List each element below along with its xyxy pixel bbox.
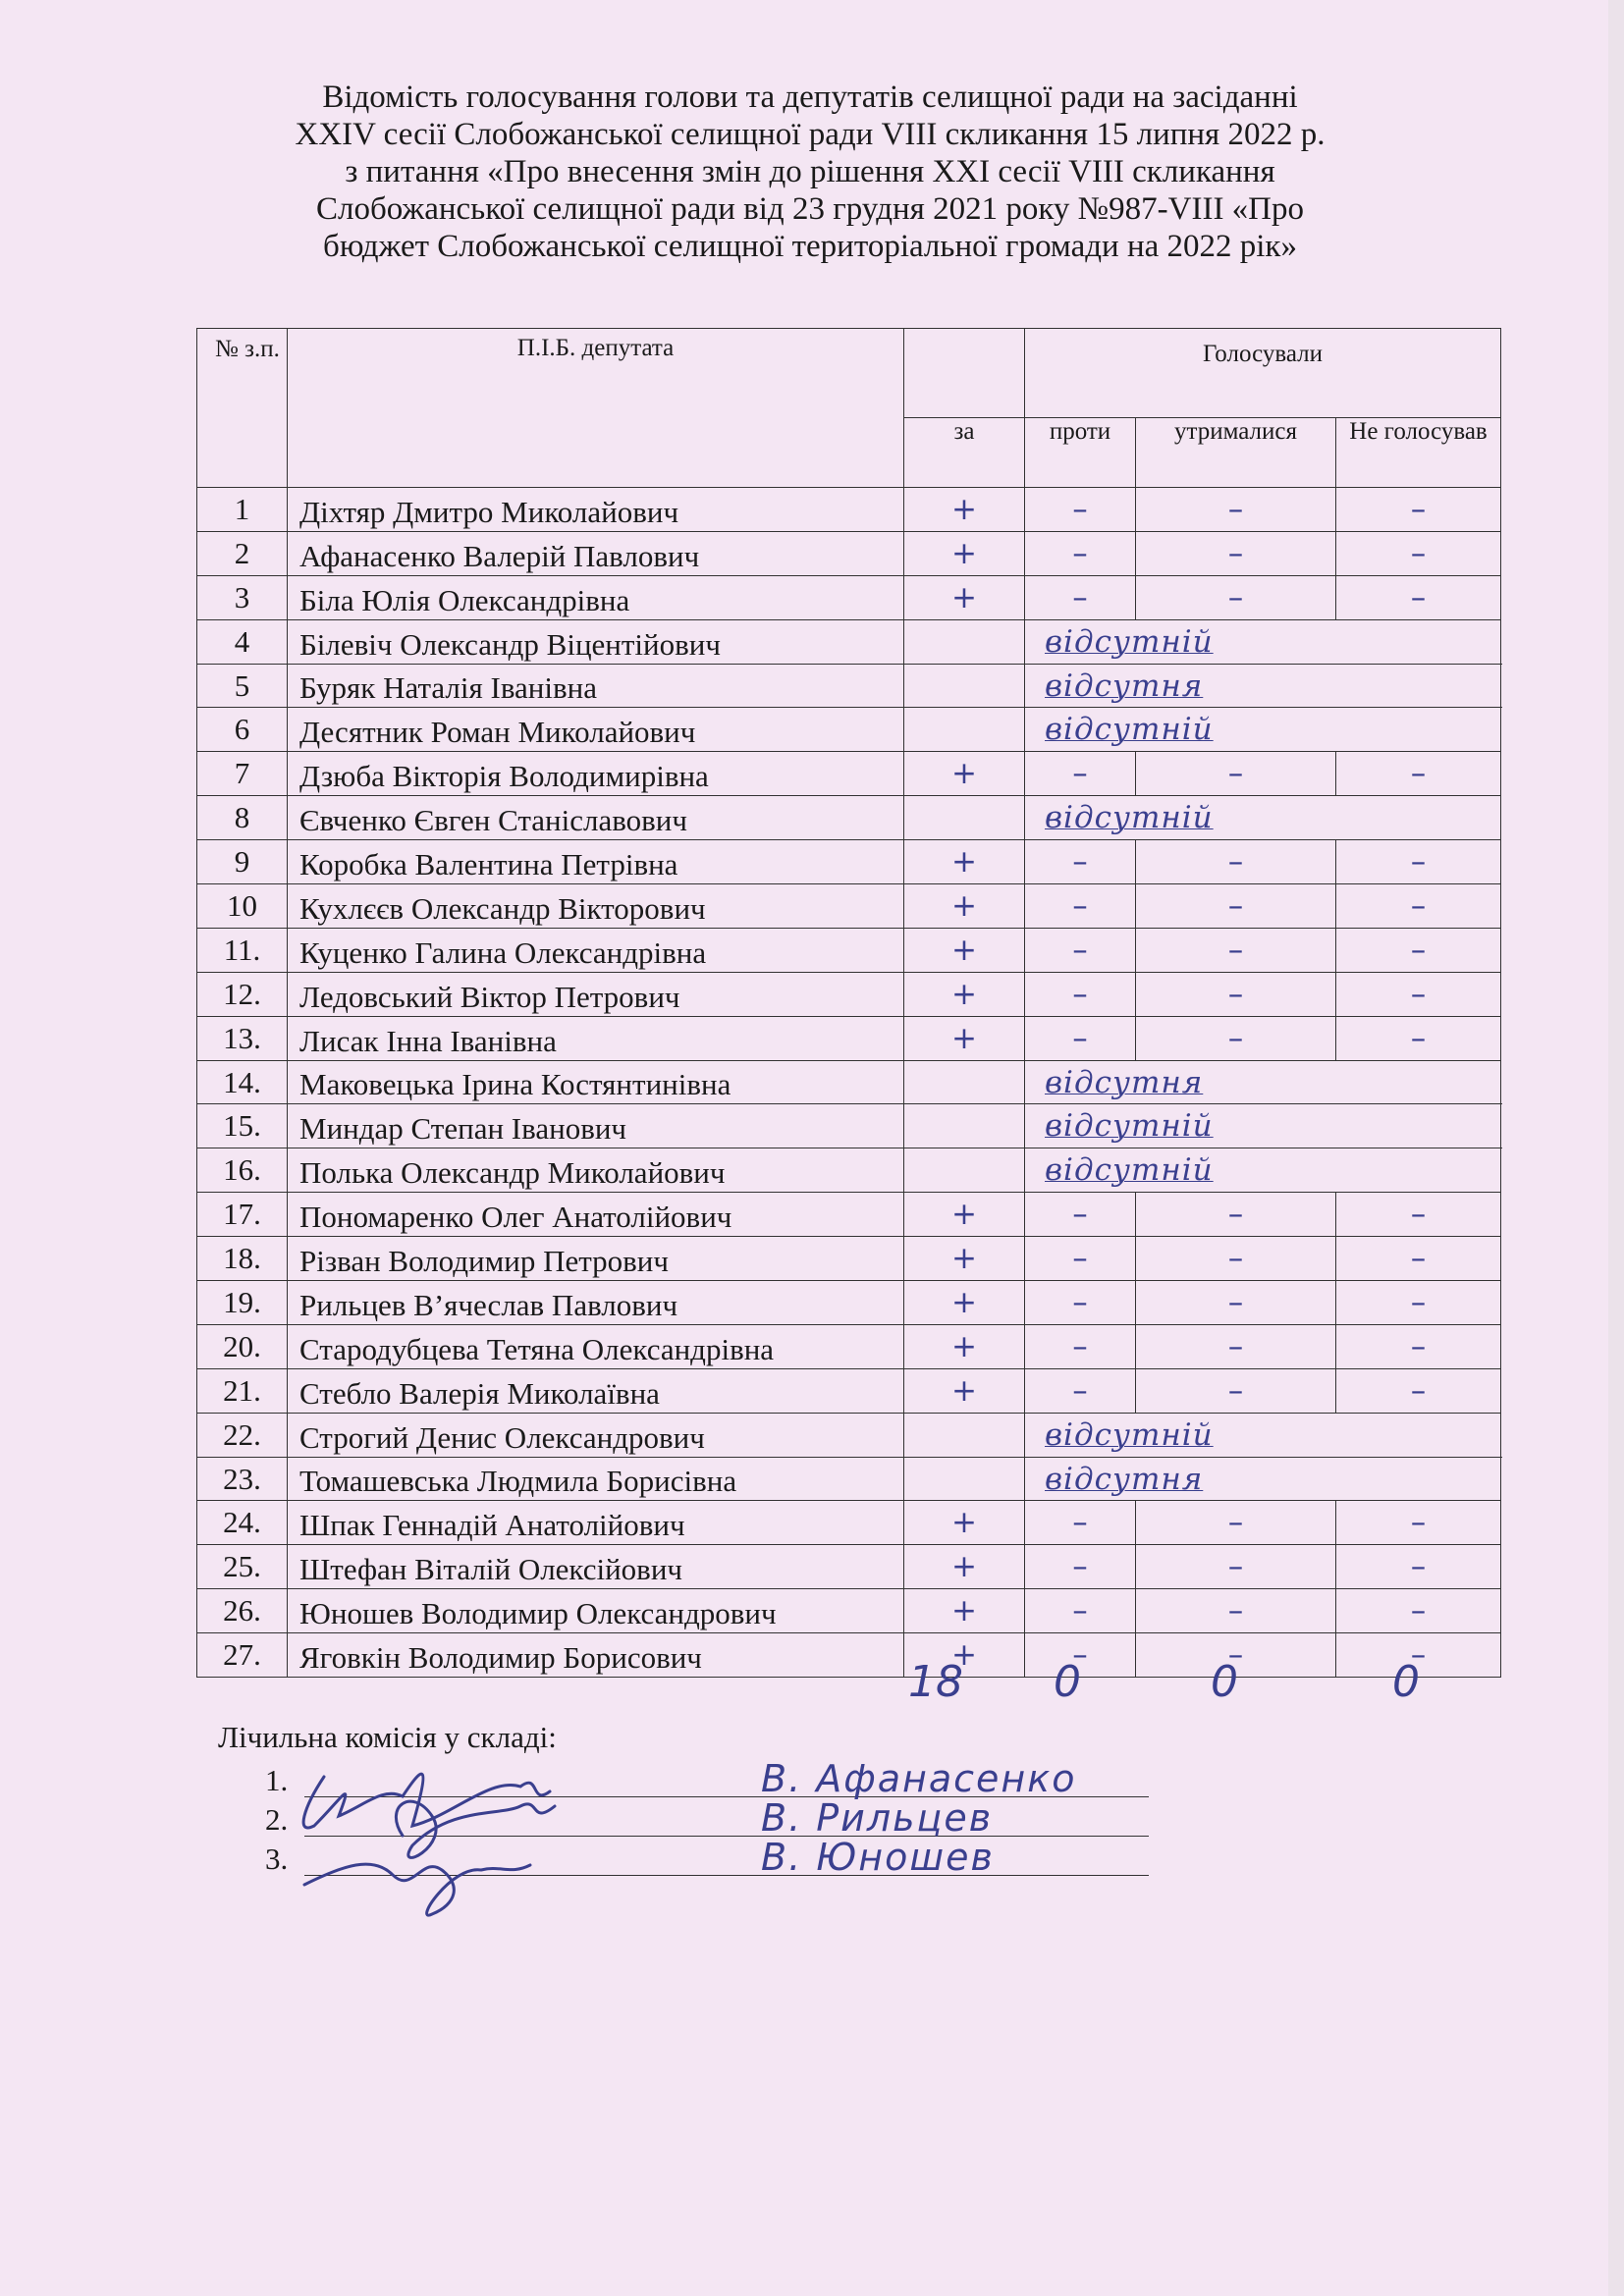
vote-abstained: – <box>1136 1016 1336 1060</box>
header-abstained: утрималися <box>1136 418 1336 488</box>
table-row <box>197 1324 1501 1368</box>
table-row <box>197 488 1501 532</box>
vote-against: – <box>1025 1324 1136 1368</box>
table-row <box>197 972 1501 1016</box>
header-not-voted: Не голосував <box>1336 418 1501 488</box>
vote-not-voted: – <box>1336 1501 1501 1545</box>
deputy-name: Лисак Інна Іванівна <box>288 1016 904 1060</box>
table-row <box>197 1281 1501 1325</box>
vote-abstained: – <box>1136 840 1336 884</box>
table-row <box>197 619 1501 664</box>
vote-against: – <box>1025 1633 1136 1678</box>
document-title <box>221 79 1399 265</box>
table-row <box>197 796 1501 840</box>
vote-abstained: – <box>1136 884 1336 929</box>
absent-note: відсутній <box>1025 708 1501 752</box>
vote-not-voted: – <box>1336 1589 1501 1633</box>
table-row <box>197 1633 1501 1678</box>
row-number: 8 <box>197 796 288 840</box>
table-row <box>197 664 1501 708</box>
vote-not-voted: – <box>1336 531 1501 575</box>
vote-abstained: – <box>1136 1281 1336 1325</box>
vote-against: – <box>1025 1589 1136 1633</box>
vote-against: – <box>1025 928 1136 972</box>
vote-for <box>904 1457 1025 1501</box>
vote-not-voted: – <box>1336 840 1501 884</box>
row-number: 6 <box>197 708 288 752</box>
row-number: 4 <box>197 619 288 664</box>
vote-abstained: – <box>1136 488 1336 532</box>
deputy-name: Євченко Євген Станіславович <box>288 796 904 840</box>
total-for: 18 <box>908 1657 963 1707</box>
vote-against: – <box>1025 972 1136 1016</box>
deputy-name: Дзюба Вікторія Володимирівна <box>288 752 904 796</box>
absent-note: відсутній <box>1025 1104 1501 1148</box>
deputy-name: Юношев Володимир Олександрович <box>288 1589 904 1633</box>
vote-against: – <box>1025 575 1136 619</box>
member-name: В. Юношев <box>761 1836 995 1879</box>
vote-for: + <box>904 1237 1025 1281</box>
deputy-name: Штефан Віталій Олексійович <box>288 1545 904 1589</box>
title-line-3: з питання «Про внесення змін до рішення XXI сесії VIII скликання <box>345 154 1275 189</box>
vote-for <box>904 1104 1025 1148</box>
vote-abstained: – <box>1136 1589 1336 1633</box>
table-row <box>197 1104 1501 1148</box>
deputy-name: Стебло Валерія Миколаївна <box>288 1368 904 1413</box>
vote-against: – <box>1025 1016 1136 1060</box>
row-number: 10 <box>197 884 288 929</box>
vote-for <box>904 1060 1025 1104</box>
row-number: 19. <box>197 1281 288 1325</box>
deputy-name: Білевіч Олександр Віцентійович <box>288 619 904 664</box>
member-number: 1. <box>265 1763 289 1797</box>
header-number: № з.п. <box>197 329 288 488</box>
row-number: 15. <box>197 1104 288 1148</box>
member-number: 3. <box>265 1842 289 1876</box>
vote-for <box>904 708 1025 752</box>
absent-note: відсутня <box>1025 1457 1501 1501</box>
vote-for: + <box>904 1193 1025 1237</box>
vote-for: + <box>904 928 1025 972</box>
title-line-4: Слобожанської селищної ради від 23 грудня 2021 року №987-VIII «Про <box>315 191 1305 227</box>
vote-against: – <box>1025 531 1136 575</box>
deputy-name: Строгий Денис Олександрович <box>288 1413 904 1457</box>
table-row <box>197 1413 1501 1457</box>
table-row <box>197 1237 1501 1281</box>
deputy-name: Шпак Геннадій Анатолійович <box>288 1501 904 1545</box>
vote-for: + <box>904 1633 1025 1678</box>
row-number: 18. <box>197 1237 288 1281</box>
table-row <box>197 1193 1501 1237</box>
vote-abstained: – <box>1136 1501 1336 1545</box>
vote-abstained: – <box>1136 1324 1336 1368</box>
absent-note: відсутня <box>1025 664 1501 708</box>
row-number: 3 <box>197 575 288 619</box>
vote-against: – <box>1025 884 1136 929</box>
vote-for: + <box>904 1016 1025 1060</box>
deputy-name: Коробка Валентина Петрівна <box>288 840 904 884</box>
deputy-name: Різван Володимир Петрович <box>288 1237 904 1281</box>
row-number: 25. <box>197 1545 288 1589</box>
vote-for: + <box>904 1324 1025 1368</box>
vote-abstained: – <box>1136 752 1336 796</box>
row-number: 21. <box>197 1368 288 1413</box>
vote-not-voted: – <box>1336 1193 1501 1237</box>
vote-not-voted: – <box>1336 1281 1501 1325</box>
row-number: 22. <box>197 1413 288 1457</box>
signature-2 <box>396 1801 555 1857</box>
member-name: В. Афанасенко <box>761 1757 1077 1800</box>
vote-for: + <box>904 972 1025 1016</box>
vote-abstained: – <box>1136 1633 1336 1678</box>
row-number: 27. <box>197 1633 288 1678</box>
table-row <box>197 1368 1501 1413</box>
vote-for: + <box>904 1368 1025 1413</box>
vote-for: + <box>904 840 1025 884</box>
title-line-2: XXIV сесії Слобожанської селищної ради VIII скликання 15 липня 2022 р. <box>295 117 1326 152</box>
row-number: 9 <box>197 840 288 884</box>
vote-for <box>904 1413 1025 1457</box>
vote-for: + <box>904 752 1025 796</box>
table-row <box>197 1589 1501 1633</box>
vote-against: – <box>1025 1501 1136 1545</box>
vote-against: – <box>1025 1193 1136 1237</box>
table-row <box>197 1016 1501 1060</box>
deputies-list <box>197 488 1501 1678</box>
table-row <box>197 1060 1501 1104</box>
vote-abstained: – <box>1136 972 1336 1016</box>
vote-not-voted: – <box>1336 1633 1501 1678</box>
table-row <box>197 1148 1501 1193</box>
vote-for: + <box>904 531 1025 575</box>
table-row <box>197 1501 1501 1545</box>
row-number: 23. <box>197 1457 288 1501</box>
vote-for: + <box>904 575 1025 619</box>
header-for: за <box>904 418 1025 488</box>
deputy-name: Десятник Роман Миколайович <box>288 708 904 752</box>
vote-not-voted: – <box>1336 752 1501 796</box>
table-row <box>197 708 1501 752</box>
vote-not-voted: – <box>1336 1237 1501 1281</box>
vote-not-voted: – <box>1336 1016 1501 1060</box>
vote-abstained: – <box>1136 1368 1336 1413</box>
vote-not-voted: – <box>1336 575 1501 619</box>
vote-not-voted: – <box>1336 928 1501 972</box>
row-number: 7 <box>197 752 288 796</box>
vote-for: + <box>904 884 1025 929</box>
deputy-name: Миндар Степан Іванович <box>288 1104 904 1148</box>
title-line-5: бюджет Слобожанської селищної територіальної громади на 2022 рік» <box>323 229 1297 264</box>
vote-for <box>904 619 1025 664</box>
deputy-name: Діхтяр Дмитро Миколайович <box>288 488 904 532</box>
vote-not-voted: – <box>1336 1545 1501 1589</box>
vote-against: – <box>1025 1237 1136 1281</box>
row-number: 12. <box>197 972 288 1016</box>
deputy-name: Полька Олександр Миколайович <box>288 1148 904 1193</box>
vote-for: + <box>904 1545 1025 1589</box>
total-against: 0 <box>1054 1657 1081 1707</box>
table-row <box>197 531 1501 575</box>
deputy-name: Біла Юлія Олександрівна <box>288 575 904 619</box>
deputy-name: Маковецька Ірина Костянтинівна <box>288 1060 904 1104</box>
row-number: 11. <box>197 928 288 972</box>
header-name: П.І.Б. депутата <box>288 329 904 488</box>
absent-note: відсутній <box>1025 1413 1501 1457</box>
absent-note: відсутній <box>1025 619 1501 664</box>
vote-abstained: – <box>1136 928 1336 972</box>
deputy-name: Куценко Галина Олександрівна <box>288 928 904 972</box>
absent-note: відсутня <box>1025 1060 1501 1104</box>
table-row <box>197 752 1501 796</box>
row-number: 24. <box>197 1501 288 1545</box>
total-not-voted: 0 <box>1392 1657 1420 1707</box>
deputy-name: Афанасенко Валерій Павлович <box>288 531 904 575</box>
row-number: 2 <box>197 531 288 575</box>
vote-against: – <box>1025 1281 1136 1325</box>
table-row <box>197 840 1501 884</box>
total-abstained: 0 <box>1211 1657 1238 1707</box>
row-number: 17. <box>197 1193 288 1237</box>
vote-not-voted: – <box>1336 488 1501 532</box>
vote-for: + <box>904 1281 1025 1325</box>
voting-table <box>196 328 1501 1678</box>
header-voted: Голосували <box>1025 329 1501 418</box>
table-row <box>197 1545 1501 1589</box>
vote-not-voted: – <box>1336 884 1501 929</box>
vote-not-voted: – <box>1336 1368 1501 1413</box>
table-row <box>197 928 1501 972</box>
row-number: 16. <box>197 1148 288 1193</box>
page-edge <box>1608 0 1624 2296</box>
header-empty <box>904 329 1025 418</box>
signature-3 <box>304 1864 530 1915</box>
row-number: 20. <box>197 1324 288 1368</box>
vote-for <box>904 796 1025 840</box>
row-number: 26. <box>197 1589 288 1633</box>
deputy-name: Ледовський Віктор Петрович <box>288 972 904 1016</box>
vote-abstained: – <box>1136 1193 1336 1237</box>
vote-not-voted: – <box>1336 972 1501 1016</box>
table-row <box>197 884 1501 929</box>
vote-for <box>904 1148 1025 1193</box>
vote-against: – <box>1025 752 1136 796</box>
commission-label: Лічильна комісія у складі: <box>218 1720 557 1754</box>
handwritten-signatures <box>285 1737 697 1924</box>
vote-against: – <box>1025 1368 1136 1413</box>
deputy-name: Стародубцева Тетяна Олександрівна <box>288 1324 904 1368</box>
vote-for: + <box>904 1589 1025 1633</box>
deputy-name: Томашевська Людмила Борисівна <box>288 1457 904 1501</box>
vote-not-voted: – <box>1336 1324 1501 1368</box>
table-row <box>197 575 1501 619</box>
row-number: 1 <box>197 488 288 532</box>
vote-abstained: – <box>1136 575 1336 619</box>
vote-against: – <box>1025 840 1136 884</box>
vote-for <box>904 664 1025 708</box>
vote-for: + <box>904 1501 1025 1545</box>
deputy-name: Яговкін Володимир Борисович <box>288 1633 904 1678</box>
deputy-name: Кухлєєв Олександр Вікторович <box>288 884 904 929</box>
deputy-name: Пономаренко Олег Анатолійович <box>288 1193 904 1237</box>
row-number: 13. <box>197 1016 288 1060</box>
row-number: 14. <box>197 1060 288 1104</box>
signature-1 <box>303 1774 550 1828</box>
table-row <box>197 1457 1501 1501</box>
absent-note: відсутній <box>1025 1148 1501 1193</box>
member-number: 2. <box>265 1802 289 1837</box>
absent-note: відсутній <box>1025 796 1501 840</box>
vote-abstained: – <box>1136 1545 1336 1589</box>
header-against: проти <box>1025 418 1136 488</box>
vote-against: – <box>1025 488 1136 532</box>
vote-for: + <box>904 488 1025 532</box>
row-number: 5 <box>197 664 288 708</box>
vote-abstained: – <box>1136 1237 1336 1281</box>
vote-against: – <box>1025 1545 1136 1589</box>
title-line-1: Відомість голосування голови та депутатів селищної ради на засіданні <box>322 80 1298 115</box>
deputy-name: Буряк Наталія Іванівна <box>288 664 904 708</box>
deputy-name: Рильцев В’ячеслав Павлович <box>288 1281 904 1325</box>
vote-abstained: – <box>1136 531 1336 575</box>
member-name: В. Рильцев <box>761 1796 994 1840</box>
